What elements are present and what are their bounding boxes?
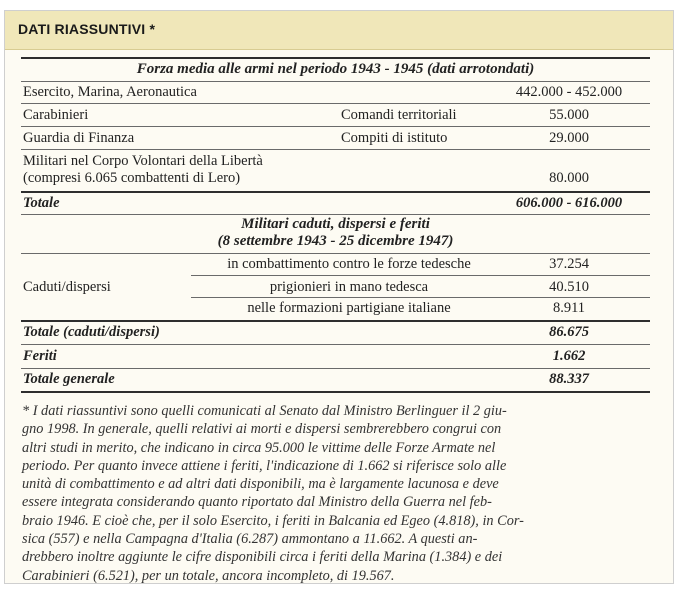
box-title: DATI RIASSUNTIVI *: [18, 21, 156, 37]
footnote-line: Carabinieri (6.521), per un totale, ancora incompleto, di 19.567.: [22, 567, 395, 584]
header-band: [5, 11, 673, 50]
footnote-line: essere integrata considerando quanto riportato dal Ministro della Guerra nel feb-: [22, 494, 492, 511]
casualty-desc: nelle formazioni partigiane italiane: [247, 300, 451, 316]
footnote-line: sica (557) e nella Campagna d'Italia (6.287) ammontano a 11.662. A questi an-: [22, 531, 478, 548]
row-label: Guardia di Finanza: [23, 130, 135, 146]
section1-title: Forza media alle armi nel periodo 1943 - 1945 (dati arrotondati): [136, 61, 535, 77]
total-row: [21, 320, 650, 345]
section1-title-row: [21, 57, 650, 82]
footnote-line: unità di combattimento e ad altri dati disponibili, ma è largamente lacunosa e deve: [22, 476, 499, 493]
casualty-value: 8.911: [552, 300, 586, 316]
footnote-line: altri studi in merito, che indicano in circa 95.000 le vittime delle Forze Armate nel: [22, 439, 496, 456]
row-note: Compiti di istituto: [341, 130, 448, 146]
footnote-line: periodo. Per quanto invece attiene i feriti, l'indicazione di 1.662 si riferisce solo alle: [22, 457, 507, 474]
row-value: 80.000: [549, 170, 589, 186]
row-note: Comandi territoriali: [341, 107, 457, 123]
footnote: [22, 402, 654, 585]
casualty-desc: in combattimento contro le forze tedesche: [227, 256, 471, 272]
feriti-label: Feriti: [23, 348, 57, 364]
section2-title-row: [21, 215, 650, 254]
table-row: [21, 150, 650, 193]
row-label-line2: (compresi 6.065 combattenti di Lero): [23, 170, 241, 186]
footnote-line: drebbero inoltre aggiunte le cifre disponibili circa i feriti della Marina (1.384) e dei: [22, 549, 503, 566]
group-label: Caduti/dispersi: [23, 279, 111, 295]
total-row: [21, 193, 650, 215]
total-row: [21, 345, 650, 369]
row-value: 29.000: [549, 130, 589, 146]
row-label: Esercito, Marina, Aeronautica: [23, 84, 197, 100]
casualty-value: 37.254: [549, 256, 589, 272]
grand-total-label: Totale generale: [23, 371, 115, 387]
table-row: [21, 127, 650, 150]
feriti-value: 1.662: [552, 348, 586, 364]
table-row: [21, 104, 650, 127]
row-label: Carabinieri: [23, 107, 89, 123]
footnote-line: gno 1998. In generale, quelli relativi ai morti e dispersi sembrerebbero congrui con: [22, 421, 502, 438]
casualties-group: [21, 254, 650, 320]
table-row: [21, 82, 650, 104]
summary-table: [21, 57, 650, 393]
casualty-desc: prigionieri in mano tedesca: [269, 279, 429, 295]
row-label: Militari nel Corpo Volontari della Libertà: [23, 153, 263, 169]
total-row: [21, 369, 650, 393]
total-caduti-value: 86.675: [549, 324, 589, 340]
section2-subtitle: (8 settembre 1943 - 25 dicembre 1947): [217, 233, 454, 249]
grand-total-value: 88.337: [549, 371, 589, 387]
total-caduti-label: Totale (caduti/dispersi): [23, 324, 160, 340]
casualty-value: 40.510: [549, 279, 589, 295]
footnote-line: * I dati riassuntivi sono quelli comunicati al Senato dal Ministro Berlinguer il 2 giu-: [22, 403, 507, 419]
footnote-line: braio 1946. E cioè che, per il solo Esercito, i feriti in Balcania ed Egeo (4.818), in Cor-: [22, 512, 524, 529]
total-label: Totale: [23, 195, 60, 211]
section2-title: Militari caduti, dispersi e feriti: [241, 216, 430, 232]
total-value: 606.000 - 616.000: [515, 195, 623, 211]
row-value: 442.000 - 452.000: [515, 84, 623, 100]
row-value: 55.000: [549, 107, 589, 123]
